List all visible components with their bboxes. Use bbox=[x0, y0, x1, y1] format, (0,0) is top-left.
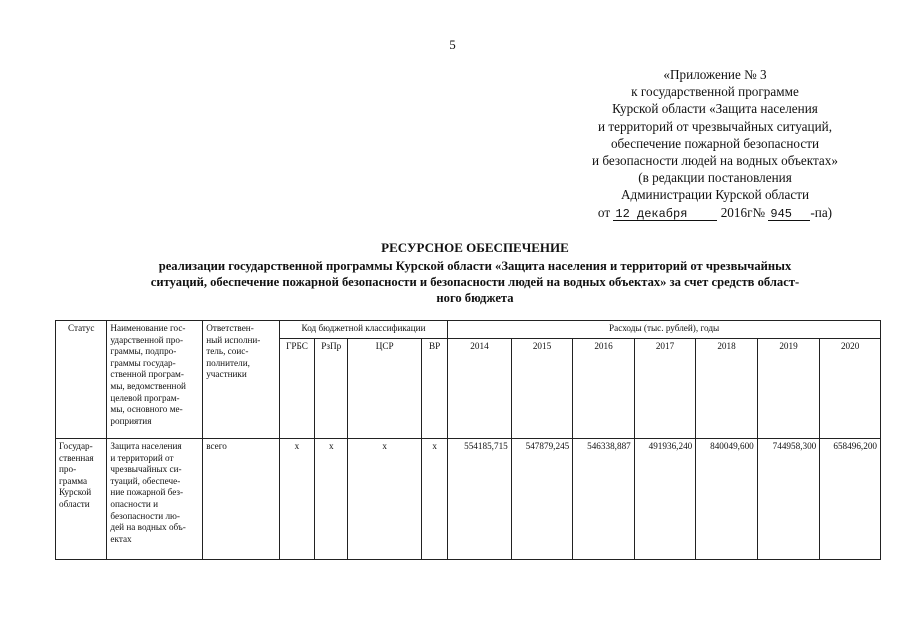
appendix-line: и территорий от чрезвычайных ситуаций, bbox=[597, 118, 832, 134]
page-number: 5 bbox=[449, 37, 456, 52]
header-year: 2020 bbox=[820, 339, 881, 439]
subtitle-line: ного бюджета bbox=[436, 291, 514, 305]
appendix-line: Администрации Курской области bbox=[620, 187, 810, 203]
decree-date: 12 декабря bbox=[613, 208, 717, 221]
header-executor: Ответствен- ный исполни- тель, соис- полнители, участники bbox=[203, 321, 280, 439]
document-title: РЕСУРСНОЕ ОБЕСПЕЧЕНИЕ bbox=[381, 240, 569, 255]
row-vr: х bbox=[421, 439, 447, 560]
appendix-line: «Приложение № 3 bbox=[663, 67, 767, 82]
resource-table bbox=[55, 320, 881, 560]
subtitle-line: реализации государственной программы Курской области «Защита населения и территорий от чрезвычайных bbox=[158, 259, 792, 273]
appendix-line: и безопасности людей на водных объектах» bbox=[592, 153, 838, 169]
row-value: 658496,200 bbox=[820, 439, 881, 560]
row-value: 554185,715 bbox=[448, 439, 512, 560]
header-year: 2015 bbox=[511, 339, 573, 439]
row-csr: х bbox=[348, 439, 422, 560]
header-status: Статус bbox=[56, 321, 107, 439]
header-year: 2019 bbox=[757, 339, 820, 439]
header-expenses: Расходы (тыс. рублей), годы bbox=[448, 321, 881, 339]
row-name: Защита населения и территорий от чрезвычайных си- туаций, обеспече- ние пожарной без- опасности и безопасности лю- дей на водных объ- ектах bbox=[107, 439, 203, 560]
row-value: 744958,300 bbox=[757, 439, 820, 560]
header-vr: ВР bbox=[421, 339, 447, 439]
row-rzpr: х bbox=[315, 439, 348, 560]
row-grbs: х bbox=[279, 439, 314, 560]
row-status: Государ- ственная про- грамма Курской области bbox=[56, 439, 107, 560]
decree-year: 2016г bbox=[720, 204, 753, 220]
table-row bbox=[56, 439, 881, 560]
header-name: Наименование гос- ударственной про- граммы, подпро- граммы государ- ственной програм- мы, ведомственной целевой програм- мы, основного ме- роприятия bbox=[107, 321, 203, 439]
appendix-block bbox=[560, 66, 870, 221]
row-value: 547879,245 bbox=[511, 439, 573, 560]
subtitle-line: ситуаций, обеспечение пожарной безопасности и безопасности людей на водных объектах» за счет средств област- bbox=[150, 275, 800, 289]
header-year: 2016 bbox=[573, 339, 635, 439]
header-year: 2017 bbox=[634, 339, 696, 439]
appendix-line: Курской области «Защита населения bbox=[612, 101, 818, 117]
appendix-line: к государственной программе bbox=[631, 84, 799, 100]
row-executor: всего bbox=[203, 439, 280, 560]
date-prefix: от bbox=[597, 204, 611, 220]
row-value: 491936,240 bbox=[634, 439, 696, 560]
header-year: 2014 bbox=[448, 339, 512, 439]
header-year: 2018 bbox=[696, 339, 758, 439]
document-subtitle bbox=[70, 258, 880, 306]
appendix-line: (в редакции постановления bbox=[638, 170, 792, 186]
header-grbs: ГРБС bbox=[279, 339, 314, 439]
decree-number: 945 bbox=[768, 208, 810, 221]
appendix-date-line bbox=[560, 204, 870, 221]
row-value: 546338,887 bbox=[573, 439, 635, 560]
number-suffix: -па) bbox=[810, 204, 833, 220]
number-label: № bbox=[752, 204, 766, 220]
header-rzpr: РзПр bbox=[315, 339, 348, 439]
header-budget-code: Код бюджетной классификации bbox=[279, 321, 447, 339]
appendix-line: обеспечение пожарной безопасности bbox=[610, 135, 820, 151]
row-value: 840049,600 bbox=[696, 439, 758, 560]
header-csr: ЦСР bbox=[348, 339, 422, 439]
table-header-row bbox=[56, 321, 881, 339]
